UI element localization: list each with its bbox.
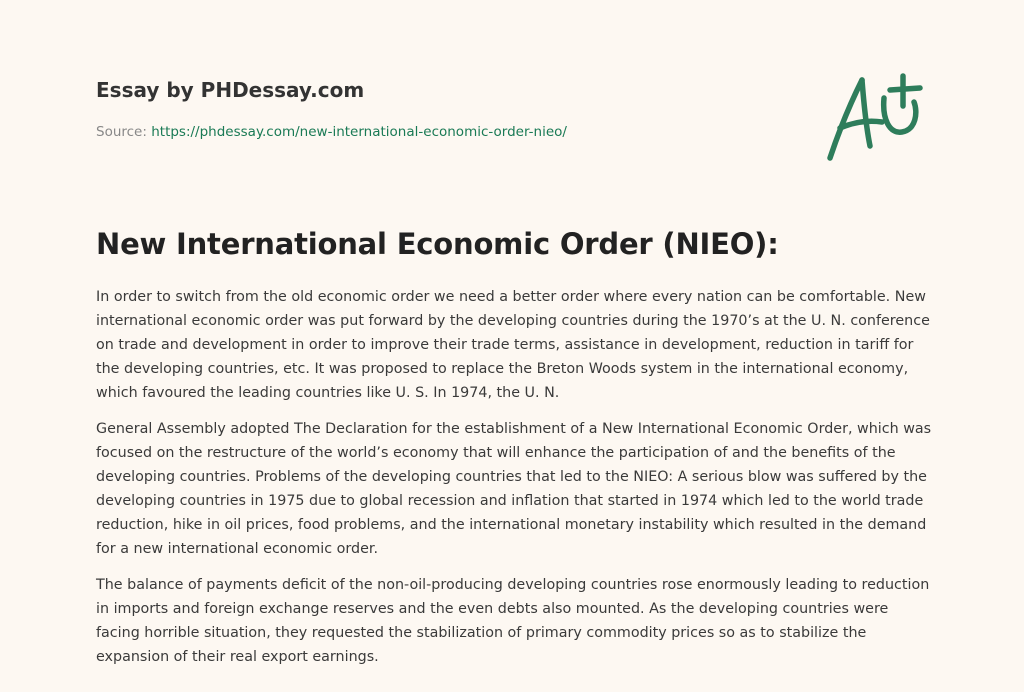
source-label: Source: <box>96 124 147 140</box>
page-header <box>96 76 796 140</box>
paragraph: In order to switch from the old economic order we need a better order where every nation can be comfortable. New international economic order was put forward by the developing countries during the 1970’s at the U. N. conference on trade and development in order to improve their trade terms, assistance in development, reduction in tariff for the developing countries, etc. It was proposed to replace the Breton Woods system in the international economy, which favoured the leading countries like U. S. In 1974, the U. N. <box>96 289 930 401</box>
article-body <box>96 285 936 681</box>
source-link[interactable]: https://phdessay.com/new-international-economic-order-nieo/ <box>151 124 567 140</box>
a-plus-logo-icon <box>820 68 930 164</box>
paragraph: The balance of payments deficit of the non-oil-producing developing countries rose enormously leading to reduction in imports and foreign exchange reserves and the even debts also mounted. As the developing countries were facing horrible situation, they requested the stabilization of primary commodity prices so as to stabilize the expansion of their real export earnings. <box>96 577 930 665</box>
source-line <box>96 124 567 140</box>
site-brand: Essay by PHDessay.com <box>96 78 365 102</box>
paragraph: General Assembly adopted The Declaration for the establishment of a New International Economic Order, which was focused on the restructure of the world’s economy that will enhance the participation of and the benefits of the developing countries. Problems of the developing countries that led to the NIEO: A serious blow was suffered by the developing countries in 1975 due to global recession and inflation that started in 1974 which led to the world trade reduction, hike in oil prices, food problems, and the international monetary instability which resulted in the demand for a new international economic order. <box>96 421 932 557</box>
article-title: New International Economic Order (NIEO): <box>96 227 779 261</box>
